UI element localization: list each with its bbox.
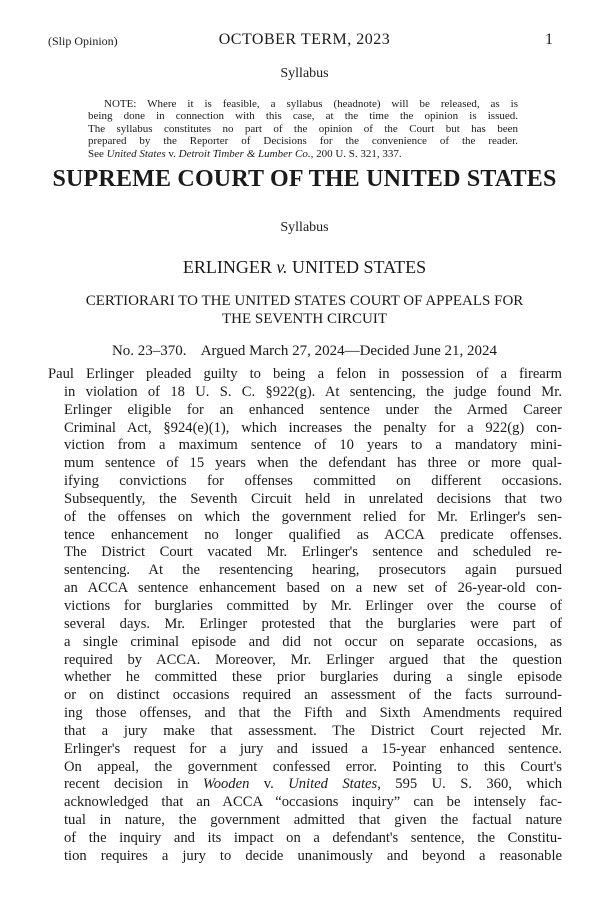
body-line: The District Court vacated Mr. Erlinger's sentence and scheduled re- — [64, 544, 562, 561]
body-line: a single criminal episode and did not occur on separate occasions, as — [64, 633, 562, 650]
body-line: in violation of 18 U. S. C. §922(g). At sentencing, the judge found Mr. — [64, 383, 562, 400]
slip-opinion-label: (Slip Opinion) — [48, 34, 118, 48]
note-cite-party-2: Detroit Timber & Lumber Co., — [178, 147, 314, 160]
note-line: The syllabus constitutes no part of the opinion of the Court but has been — [88, 122, 518, 135]
body-line: viction from a maximum sentence of 10 years to a mandatory mini- — [64, 437, 562, 454]
body-line: or on distinct occasions required an assessment of the facts surround- — [64, 687, 562, 704]
body-line: Paul Erlinger pleaded guilty to being a felon in possession of a firearm — [48, 366, 562, 382]
note-cite-party-1: United States — [106, 147, 166, 160]
wooden-party-1: Wooden — [202, 776, 250, 793]
certiorari-line-2: THE SEVENTH CIRCUIT — [222, 311, 387, 327]
body-line: tual in nature, the government admitted that given the factual nature — [64, 812, 562, 829]
body-line: mum sentence of 15 years when the defendant has three or more qual- — [64, 455, 562, 472]
body-line: victions for burglaries committed by Mr. Erlinger over the course of — [64, 597, 562, 614]
body-line: of the inquiry and its impact on a defendant's sentence, the Constitu- — [64, 829, 562, 846]
note-cite-v: v. — [165, 147, 179, 160]
body-line: several days. Mr. Erlinger protested that the burglaries were part of — [64, 615, 562, 632]
docket-line: No. 23–370. Argued March 27, 2024—Decided June 21, 2024 — [111, 343, 498, 359]
body-line: whether he committed these prior burglaries during a single episode — [64, 669, 562, 686]
note-line: NOTE: Where it is feasible, a syllabus (headnote) will be released, as is — [104, 98, 518, 110]
body-line: Criminal Act, §924(e)(1), which increases the penalty for a 922(g) con- — [64, 419, 562, 436]
note-line: being done in connection with this case, at the time the opinion is issued. — [88, 110, 518, 123]
body-line: tion requires a jury to decide unanimously and beyond a reasonable — [64, 847, 562, 864]
body-line: sentencing. At the resentencing hearing, prosecutors again pursued — [64, 562, 562, 579]
body-line: ifying convictions for offenses committed on different occasions. — [64, 473, 562, 490]
respondent-name: UNITED STATES — [292, 257, 427, 277]
body-line-wooden-citation — [48, 776, 562, 794]
wooden-suffix: , 595 U. S. 360, which — [377, 776, 562, 793]
body-line: of the offenses on which the government relied for Mr. Erlinger's sen- — [64, 508, 562, 525]
body-line: an ACCA sentence enhancement based on a new set of 26-year-old con- — [64, 580, 562, 597]
note-cite-prefix: See — [88, 147, 107, 160]
body-line: Erlinger eligible for an enhanced sentence under the Armed Career — [64, 401, 562, 418]
reporter-note — [88, 98, 518, 160]
term-heading: OCTOBER TERM, 2023 — [218, 31, 391, 48]
certiorari-line-1: CERTIORARI TO THE UNITED STATES COURT OF APPEALS FOR — [85, 293, 524, 309]
syllabus-heading: Syllabus — [280, 220, 329, 235]
syllabus-heading-top: Syllabus — [280, 66, 329, 81]
body-line: ing those offenses, and that the Fifth and Sixth Amendments required — [64, 705, 562, 722]
note-citation — [88, 148, 518, 160]
note-cite-suffix: 200 U. S. 321, 337. — [313, 147, 402, 160]
note-line: prepared by the Reporter of Decisions for the convenience of the reader. — [88, 135, 518, 148]
body-line: On appeal, the government confessed error. Pointing to this Court's — [64, 758, 562, 775]
wooden-party-2: United States — [288, 776, 378, 793]
page-number: 1 — [545, 31, 553, 48]
body-line: tence enhancement no longer qualified as ACCA predicate offenses. — [64, 526, 562, 543]
body-line: Erlinger's request for a jury and issued a 15-year enhanced sentence. — [64, 740, 562, 757]
petitioner-name: ERLINGER — [182, 257, 272, 277]
body-line: acknowledged that an ACCA “occasions inquiry” can be intensely fac- — [64, 794, 562, 811]
court-title: SUPREME COURT OF THE UNITED STATES — [52, 166, 557, 192]
body-line: that a jury make that assessment. The District Court rejected Mr. — [64, 722, 562, 739]
syllabus-body — [48, 366, 562, 866]
case-name — [0, 257, 609, 278]
certiorari-heading — [60, 292, 549, 328]
wooden-v: v. — [249, 776, 289, 793]
versus-label: v. — [276, 257, 288, 277]
wooden-prefix: recent decision in — [64, 776, 203, 793]
body-line: Subsequently, the Seventh Circuit held in unrelated decisions that two — [64, 490, 562, 507]
body-line: required by ACCA. Moreover, Mr. Erlinger argued that the question — [64, 651, 562, 668]
